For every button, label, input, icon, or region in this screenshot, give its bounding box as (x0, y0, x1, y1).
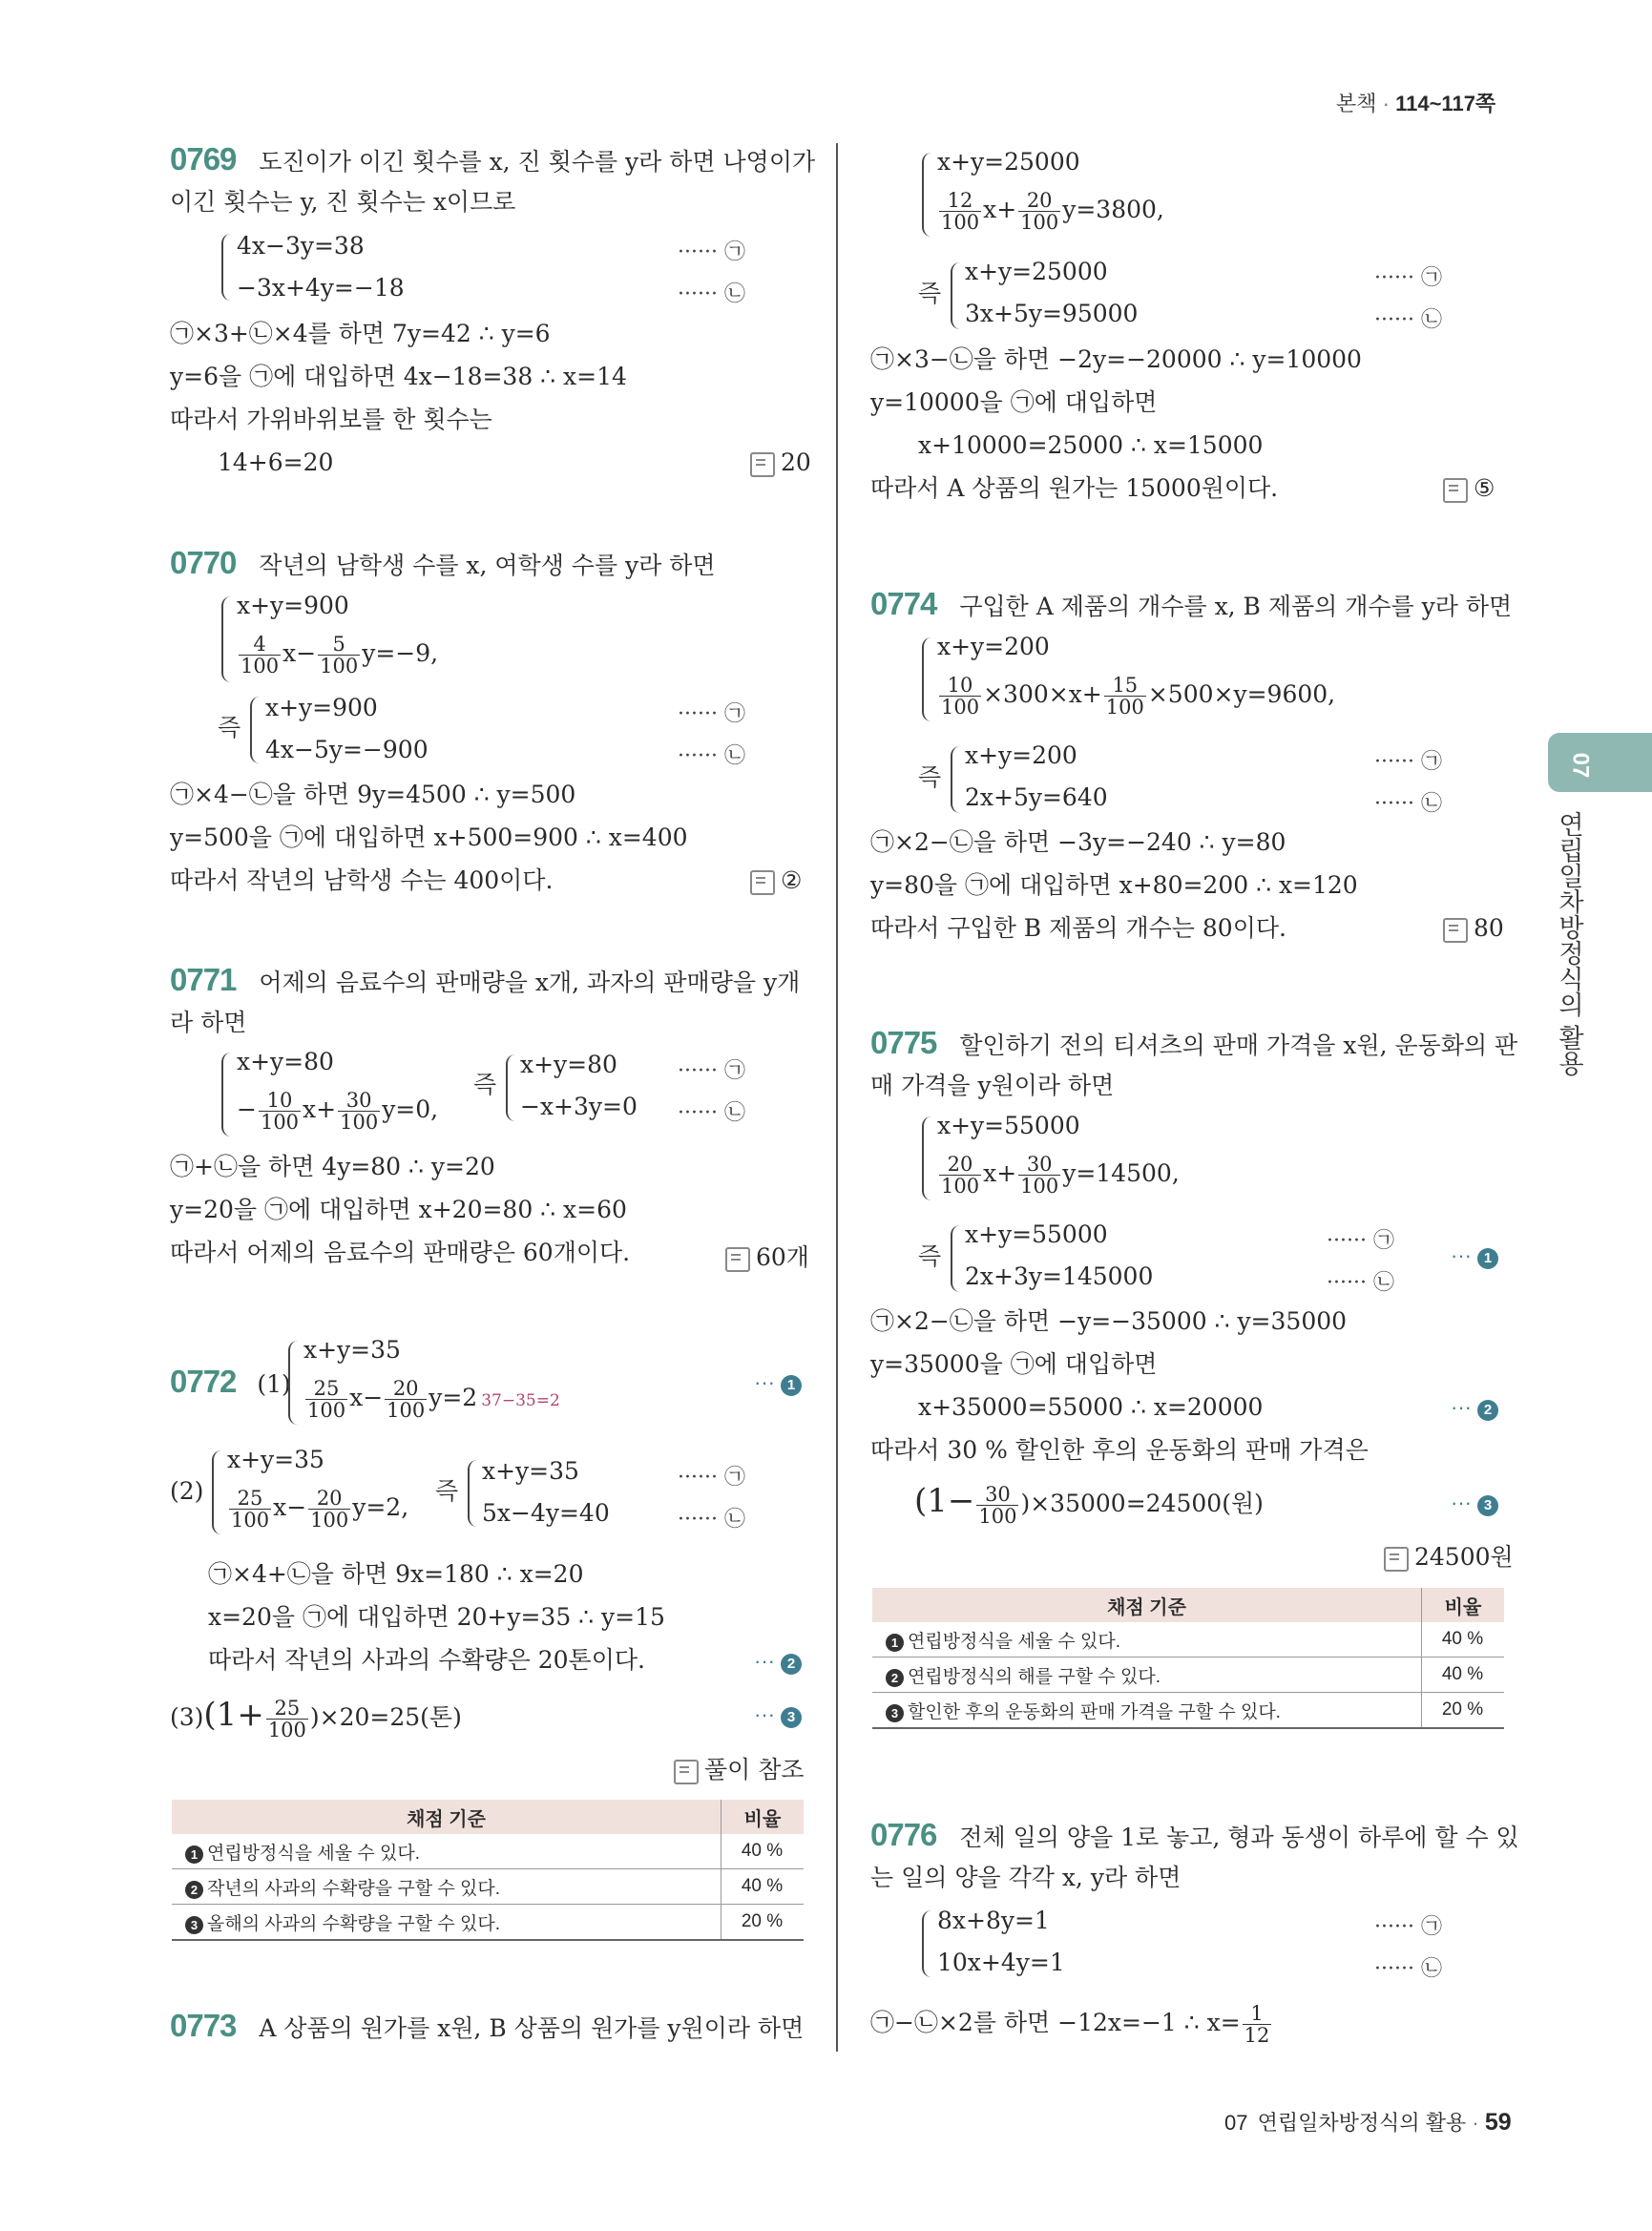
marker-1: ······ ㉠ (1374, 266, 1442, 290)
solution-step: y=6을 ㉠에 대입하면 4x−18=38 ∴ x=14 (170, 363, 627, 390)
problem-0774-intro: 0774 구입한 A 제품의 개수를 x, B 제품의 개수를 y라 하면 (870, 586, 1513, 621)
solution-step: y=20을 ㉠에 대입하면 x+20=80 ∴ x=60 (170, 1196, 627, 1223)
equation: x+y=35 (227, 1446, 324, 1473)
marker-2: ······ ㉡ (1374, 792, 1442, 816)
problem-0775-intro: 0775 할인하기 전의 티셔츠의 판매 가격을 x원, 운동화의 판 (870, 1025, 1518, 1060)
equation: x+y=200 (937, 633, 1050, 660)
solution-step: 따라서 30 % 할인한 후의 운동화의 판매 가격은 (870, 1436, 1369, 1464)
solution-step: 따라서 어제의 음료수의 판매량은 60개이다. (170, 1239, 631, 1266)
problem-0776-intro: 0776 전체 일의 양을 1로 놓고, 형과 동생이 하루에 할 수 있 (870, 1817, 1519, 1852)
equation: 4x−3y=38 (237, 232, 365, 260)
chapter-tab: 07 (1548, 733, 1652, 792)
solution-step: x+10000=25000 ∴ x=15000 (918, 431, 1264, 459)
answer: 24500원 (1384, 1538, 1514, 1573)
equation: x+y=80 (237, 1048, 334, 1075)
equation-brace (221, 234, 231, 301)
equation: $\frac{25}{100}$ x− $\frac{20}{100}$ y=2, (231, 1487, 409, 1532)
table-header: 비율 (1422, 1588, 1505, 1622)
footer-title: 연립일차방정식의 활용 (1257, 2111, 1467, 2135)
solution-step: (3)(1+ $\frac{25}{100}$ )×20=25(톤) (170, 1696, 462, 1741)
problem-0773-intro: 0773 A 상품의 원가를 x원, B 상품의 원가를 y원이라 하면 (170, 2008, 805, 2043)
equation-brace (468, 1460, 477, 1527)
table-row: 1 연립방정식을 세울 수 있다. 40 % (172, 1834, 804, 1869)
column-divider (836, 143, 838, 2052)
table-row: 2 작년의 사과의 수확량을 구할 수 있다. 40 % (172, 1869, 804, 1905)
step-arrow-3: ··· 3 (754, 1702, 802, 1728)
equation: $\frac{10}{100}$ ×300×x+ $\frac{15}{100}$ ×500×y=9600, (941, 674, 1336, 719)
problem-number: 0769 (170, 141, 237, 177)
equation: $\frac{12}{100}$ x+ $\frac{20}{100}$ y=3800, (941, 189, 1164, 234)
marker-1: ······ ㉠ (678, 1059, 745, 1083)
problem-0771-intro-2: 라 하면 (170, 1009, 247, 1036)
equation: x+y=900 (265, 694, 378, 721)
table-row: 2 연립방정식의 해를 구할 수 있다. 40 % (872, 1658, 1504, 1693)
equation: x+y=25000 (965, 258, 1108, 285)
solution-step: ㉠×4−㉡을 하면 9y=4500 ∴ y=500 (170, 781, 576, 808)
solution-step: 따라서 가위바위보를 한 횟수는 (170, 406, 492, 433)
equation: x+y=25000 (937, 148, 1080, 176)
jeuk-label: 즉 (918, 280, 942, 307)
footer-chapter: 07 (1224, 2111, 1248, 2135)
marker-1: ······ ㉠ (678, 240, 745, 264)
jeuk-label: 즉 (473, 1071, 497, 1098)
solution-step: ㉠+㉡을 하면 4y=80 ∴ y=20 (170, 1153, 495, 1180)
solution-step: 따라서 A 상품의 원가는 15000원이다. (870, 474, 1279, 502)
solution-step: y=10000을 ㉠에 대입하면 (870, 388, 1158, 416)
equation: − $\frac{10}{100}$ x+ $\frac{30}{100}$ y=0, (237, 1089, 439, 1134)
solution-step: 따라서 작년의 남학생 수는 400이다. (170, 866, 554, 894)
equation-brace (951, 262, 960, 329)
solution-step: x+35000=55000 ∴ x=20000 (918, 1393, 1264, 1421)
equation: −x+3y=0 (520, 1093, 638, 1120)
header-label: 본책 (1336, 92, 1377, 115)
step-arrow-1: ··· 1 (1451, 1243, 1498, 1269)
solution-step: (1− $\frac{30}{100}$ )×35000=24500(원) (914, 1482, 1264, 1528)
solution-step: ㉠×2−㉡을 하면 −y=−35000 ∴ y=35000 (870, 1307, 1348, 1335)
answer: 60개 (725, 1239, 809, 1273)
scoring-table-0775 (872, 1588, 1504, 1729)
solution-step: y=500을 ㉠에 대입하면 x+500=900 ∴ x=400 (170, 824, 688, 851)
solution-step: ㉠−㉡×2를 하면 −12x=−1 ∴ x= $\frac{1}{12}$ (870, 2002, 1270, 2047)
marker-2: ······ ㉡ (1374, 1957, 1442, 1981)
equation-brace (951, 746, 960, 813)
marker-2: ······ ㉡ (678, 282, 745, 306)
equation-brace (221, 1053, 231, 1136)
page-number: 59 (1484, 2109, 1512, 2136)
equation: $\frac{20}{100}$ x+ $\frac{30}{100}$ y=14500, (941, 1153, 1180, 1198)
equation: x+y=80 (520, 1051, 617, 1078)
equation: 2x+3y=145000 (965, 1262, 1154, 1290)
equation: $\frac{25}{100}$ x− $\frac{20}{100}$ y=2 37−35=2 (307, 1377, 560, 1422)
table-header: 비율 (721, 1800, 805, 1834)
jeuk-label: 즉 (918, 763, 942, 791)
solution-step: y=35000을 ㉠에 대입하면 (870, 1350, 1158, 1378)
step-arrow-2: ··· 2 (754, 1649, 802, 1675)
problem-0771-intro: 0771 어제의 음료수의 판매량을 x개, 과자의 판매량을 y개 (170, 962, 801, 997)
equation-brace (922, 153, 931, 237)
answer: 풀이 참조 (674, 1751, 805, 1785)
solution-step: y=80을 ㉠에 대입하면 x+80=200 ∴ x=120 (870, 871, 1358, 899)
equation-brace (250, 697, 260, 763)
marker-1: ······ ㉠ (1327, 1229, 1394, 1253)
table-header: 채점 기준 (172, 1800, 721, 1834)
problem-0769-intro: 0769 도진이가 이긴 횟수를 x, 진 횟수를 y라 하면 나영이가 (170, 141, 816, 177)
problem-0776-intro-2: 는 일의 양을 각각 x, y라 하면 (870, 1864, 1181, 1891)
marker-1: ······ ㉠ (1374, 1915, 1442, 1939)
problem-0770-intro: 0770 작년의 남학생 수를 x, 여학생 수를 y라 하면 (170, 545, 716, 580)
equation: 5x−4y=40 (482, 1499, 610, 1527)
marker-1: ······ ㉠ (1374, 750, 1442, 774)
table-row: 3 올해의 사과의 수확량을 구할 수 있다. 20 % (172, 1905, 804, 1941)
answer: 80 (1443, 914, 1504, 943)
answer: ⑤ (1443, 474, 1495, 503)
page-header: 본책 · 114~117쪽 (1336, 92, 1496, 115)
equation: 3x+5y=95000 (965, 300, 1139, 327)
marker-1: ······ ㉠ (678, 1466, 745, 1490)
answer: 20 (750, 448, 811, 477)
equation: $\frac{4}{100}$ x− $\frac{5}{100}$ y=−9, (240, 633, 439, 678)
marker-2: ······ ㉡ (678, 1508, 745, 1532)
equation-brace (221, 596, 231, 682)
equation: x+y=35 (303, 1336, 401, 1364)
header-pages: 114~117쪽 (1395, 92, 1496, 115)
equation-brace (922, 1116, 931, 1200)
solution-step: 따라서 작년의 사과의 수확량은 20톤이다. (208, 1646, 645, 1674)
problem-0769-intro-2: 이긴 횟수는 y, 진 횟수는 x이므로 (170, 188, 516, 216)
equation: x+y=35 (482, 1457, 579, 1485)
problem-number: 0770 (170, 545, 237, 580)
equation-brace (922, 637, 931, 721)
jeuk-label: 즉 (218, 714, 241, 741)
equation-brace (922, 1910, 931, 1977)
solution-step: 14+6=20 (218, 448, 334, 476)
jeuk-label: 즉 (435, 1477, 459, 1505)
marker-1: ······ ㉠ (678, 702, 745, 726)
equation: −3x+4y=−18 (237, 274, 405, 302)
problem-0775-intro-2: 매 가격을 y원이라 하면 (870, 1072, 1115, 1099)
solution-step: ㉠×3−㉡을 하면 −2y=−20000 ∴ y=10000 (870, 345, 1362, 373)
equation-brace (951, 1225, 960, 1292)
step-arrow-1: ··· 1 (754, 1370, 802, 1396)
table-row: 3 할인한 후의 운동화의 판매 가격을 구할 수 있다. 20 % (872, 1693, 1504, 1729)
page-footer: 07 연립일차방정식의 활용 · 59 (1224, 2109, 1512, 2136)
equation-brace (506, 1054, 515, 1121)
equation: 4x−5y=−900 (265, 736, 429, 763)
solution-step: ㉠×3+㉡×4를 하면 7y=42 ∴ y=6 (170, 320, 551, 347)
step-arrow-3: ··· 3 (1451, 1491, 1498, 1516)
jeuk-label: 즉 (918, 1242, 942, 1270)
solution-step: 따라서 구입한 B 제품의 개수는 80이다. (870, 914, 1286, 942)
marker-2: ······ ㉡ (1327, 1271, 1394, 1295)
solution-step: ㉠×4+㉡을 하면 9x=180 ∴ x=20 (208, 1560, 584, 1588)
problem-0772-number: 0772 (1) (170, 1364, 291, 1399)
marker-2: ······ ㉡ (678, 1101, 745, 1125)
equation: x+y=900 (237, 592, 349, 619)
table-header: 채점 기준 (872, 1588, 1422, 1622)
part-label: (2) (170, 1477, 204, 1505)
solution-step: x=20을 ㉠에 대입하면 20+y=35 ∴ y=15 (208, 1603, 665, 1631)
answer: ② (750, 866, 802, 895)
equation-brace (288, 1341, 298, 1425)
equation: x+y=55000 (937, 1112, 1080, 1139)
marker-2: ······ ㉡ (1374, 308, 1442, 332)
equation: 8x+8y=1 (937, 1907, 1050, 1934)
chapter-side-title: 연립일차방정식의 활용 (1555, 811, 1583, 1076)
marker-2: ······ ㉡ (678, 744, 745, 768)
solution-step: ㉠×2−㉡을 하면 −3y=−240 ∴ y=80 (870, 828, 1286, 856)
equation: 10x+4y=1 (937, 1949, 1065, 1976)
equation-brace (212, 1450, 221, 1534)
equation: 2x+5y=640 (965, 783, 1108, 811)
table-row: 1 연립방정식을 세울 수 있다. 40 % (872, 1622, 1504, 1658)
equation: x+y=55000 (965, 1220, 1108, 1248)
equation: x+y=200 (965, 741, 1077, 769)
problem-number: 0771 (170, 962, 237, 997)
scoring-table-0772 (172, 1800, 804, 1941)
step-arrow-2: ··· 2 (1451, 1395, 1498, 1421)
